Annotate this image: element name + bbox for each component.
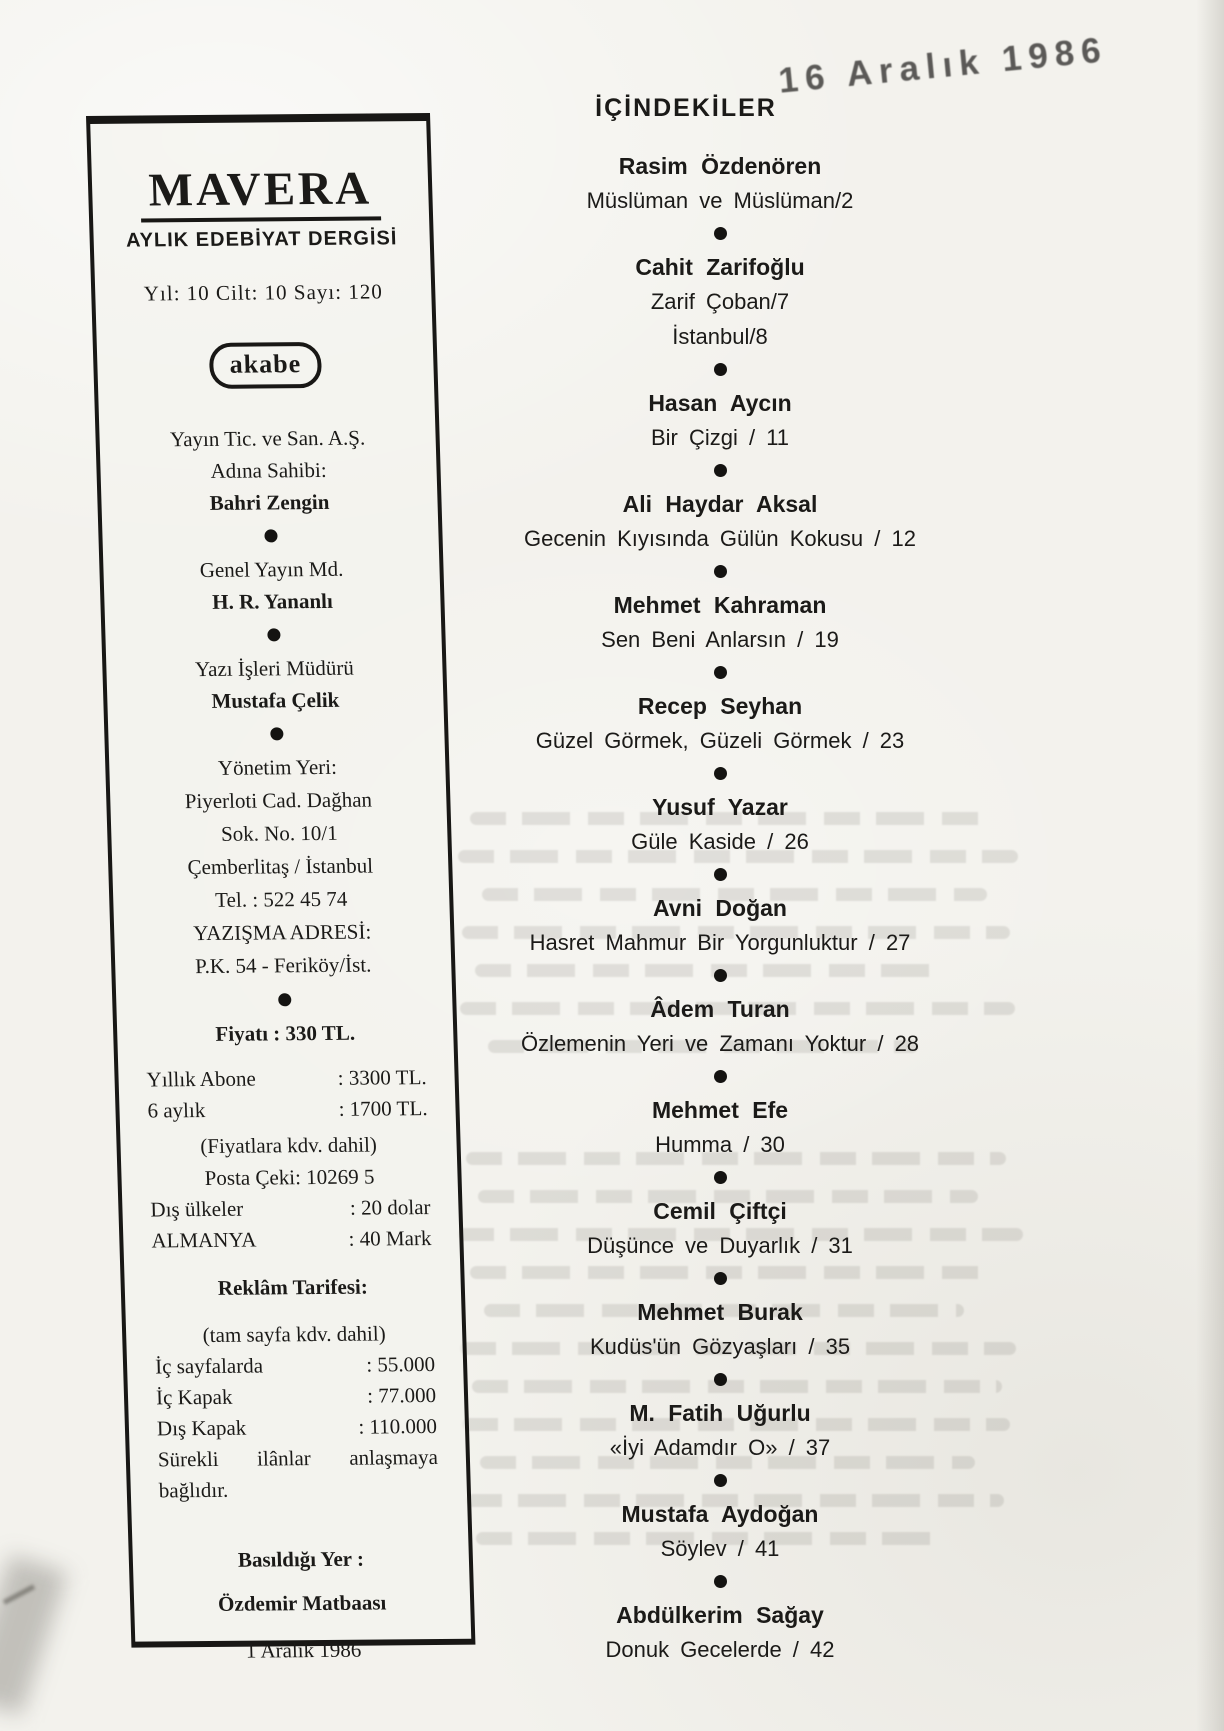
separator-dot-icon <box>714 1171 727 1184</box>
foreign-value: : 20 dolar <box>349 1195 431 1220</box>
toc-entry <box>408 490 1032 552</box>
toc-entry <box>408 591 1032 653</box>
magazine-title: MAVERA <box>140 161 381 222</box>
ad-rate-row <box>142 1380 451 1414</box>
vat-note: (Fiyatlara kdv. dahil) <box>199 1132 378 1159</box>
toc-title: Kudüs'ün Gözyaşları / 35 <box>589 1334 851 1359</box>
toc-entry <box>408 1500 1032 1562</box>
toc-author: Hasan Aycın <box>648 390 792 416</box>
postal-check-line: Posta Çeki: 10269 5 <box>204 1164 375 1191</box>
scan-smudge <box>0 1554 68 1715</box>
foreign-label: Dış ülkeler <box>150 1196 244 1222</box>
toc-author: Yusuf Yazar <box>652 794 788 820</box>
toc-header: İÇİNDEKİLER <box>595 94 777 122</box>
separator-dot-icon <box>714 666 727 679</box>
postal-line: P.K. 54 - Feriköy/İst. <box>194 952 372 979</box>
foreign-price-row <box>137 1223 446 1257</box>
ad-rate-label: Dış Kapak <box>156 1415 247 1441</box>
office-phone: Tel. : 522 45 74 <box>214 886 348 912</box>
toc-entry <box>408 692 1032 754</box>
subscription-row <box>132 1062 441 1096</box>
akabe-logo: akabe <box>209 342 322 389</box>
magazine-subtitle: AYLIK EDEBİYAT DERGİSİ <box>125 227 398 252</box>
separator-dot-icon <box>714 1575 727 1588</box>
postal-label: YAZIŞMA ADRESİ: <box>192 919 372 946</box>
toc-author: M. Fatih Uğurlu <box>629 1400 811 1426</box>
toc-author: Âdem Turan <box>650 996 790 1022</box>
toc-title: Güzel Görmek, Güzeli Görmek / 23 <box>535 728 905 753</box>
toc-author: Avni Doğan <box>653 895 787 921</box>
toc-entry <box>408 995 1032 1057</box>
ad-tariff-title: Reklâm Tarifesi: <box>217 1274 369 1300</box>
toc-author: Cemil Çiftçi <box>653 1198 787 1224</box>
separator-dot-icon <box>264 529 277 542</box>
toc-entry <box>408 793 1032 855</box>
editor-label: Yazı İşleri Müdürü <box>194 655 355 682</box>
separator-dot-icon <box>714 767 727 780</box>
print-date: 1 Aralık 1986 <box>245 1637 362 1663</box>
toc-author: Cahit Zarifoğlu <box>635 254 805 280</box>
toc-author: Mustafa Aydoğan <box>621 1501 819 1527</box>
ad-rate-label: İç Kapak <box>155 1384 233 1410</box>
subscription-value: : 1700 TL. <box>338 1096 428 1121</box>
office-label: Yönetim Yeri: <box>217 754 338 780</box>
issue-line: Yıl: 10 Cilt: 10 Sayı: 120 <box>143 279 384 306</box>
toc-entry <box>408 389 1032 451</box>
separator-dot-icon <box>714 363 727 376</box>
subscription-value: : 3300 TL. <box>337 1065 427 1090</box>
toc-title: Donuk Gecelerde / 42 <box>605 1637 835 1662</box>
toc-title: Zarif Çoban/7 <box>650 289 790 314</box>
toc-title: Sen Beni Anlarsın / 19 <box>601 627 839 652</box>
toc-title: İstanbul/8 <box>672 324 768 349</box>
toc-author: Abdülkerim Sağay <box>616 1602 824 1628</box>
separator-dot-icon <box>714 227 727 240</box>
ad-rate-value: : 110.000 <box>358 1413 438 1439</box>
toc-entry <box>408 253 1032 350</box>
scan-edge-shadow <box>1196 0 1224 1731</box>
toc-entry <box>408 152 1032 214</box>
owner-line: Yayın Tic. ve San. A.Ş. <box>169 425 366 452</box>
toc-title: Müslüman ve Müslüman/2 <box>586 188 854 213</box>
toc-entry <box>408 1298 1032 1360</box>
ad-rate-value: : 77.000 <box>366 1382 437 1408</box>
separator-dot-icon <box>267 628 280 641</box>
toc-title: «İyi Adamdır O» / 37 <box>609 1435 831 1460</box>
toc-title: Gecenin Kıyısında Gülün Kokusu / 12 <box>524 526 916 551</box>
subscription-row <box>133 1093 442 1127</box>
separator-dot-icon <box>714 868 727 881</box>
toc-author: Ali Haydar Aksal <box>622 491 818 517</box>
owner-line: Adına Sahibi: <box>210 457 327 483</box>
ad-rate-value: : 55.000 <box>365 1352 436 1377</box>
toc-author: Mehmet Efe <box>651 1097 789 1123</box>
price-line: Fiyatı : 330 TL. <box>215 1020 356 1046</box>
ad-tariff-note: (tam sayfa kdv. dahil) <box>202 1321 386 1348</box>
owner-name: Bahri Zengin <box>209 489 330 515</box>
ad-rate-label: İç sayfalarda <box>154 1353 264 1379</box>
separator-dot-icon <box>714 1474 727 1487</box>
toc-entry <box>408 1601 1032 1663</box>
office-address-line: Sok. No. 10/1 <box>220 820 339 846</box>
ad-rate-row <box>141 1349 450 1383</box>
ad-rate-row <box>143 1411 452 1445</box>
toc-title: Bir Çizgi / 11 <box>650 425 790 450</box>
subscription-label: 6 aylık <box>147 1097 206 1123</box>
toc-title: Güle Kaside / 26 <box>631 829 809 854</box>
toc-author: Recep Seyhan <box>637 693 803 719</box>
toc-title: Özlemenin Yeri ve Zamanı Yoktur / 28 <box>520 1031 920 1056</box>
table-of-contents <box>408 94 1032 1663</box>
printer-label: Basıldığı Yer : <box>237 1546 365 1572</box>
toc-entry <box>408 1399 1032 1461</box>
general-manager-name: H. R. Yananlı <box>211 588 334 614</box>
date-stamp: 16 Aralık 1986 <box>776 30 1110 101</box>
foreign-price-row <box>136 1192 445 1226</box>
toc-entry <box>408 894 1032 956</box>
toc-entry <box>408 1197 1032 1259</box>
foreign-label: ALMANYA <box>151 1227 257 1253</box>
office-address-line: Çemberlitaş / İstanbul <box>187 853 374 880</box>
ad-footer-note: Sürekli ilânlar anlaşmaya bağlıdır. <box>157 1444 439 1503</box>
office-address-line: Piyerloti Cad. Dağhan <box>184 787 373 814</box>
separator-dot-icon <box>714 1070 727 1083</box>
general-manager-label: Genel Yayın Md. <box>199 556 344 583</box>
printer-name: Özdemir Matbaası <box>217 1590 387 1616</box>
toc-author: Rasim Özdenören <box>618 153 822 179</box>
separator-dot-icon <box>278 993 291 1006</box>
subscription-label: Yıllık Abone <box>146 1066 257 1092</box>
toc-title: Hasret Mahmur Bir Yorgunluktur / 27 <box>529 930 911 955</box>
foreign-value: : 40 Mark <box>348 1226 432 1251</box>
toc-title: Düşünce ve Duyarlık / 31 <box>587 1233 853 1258</box>
separator-dot-icon <box>714 464 727 477</box>
separator-dot-icon <box>270 727 283 740</box>
separator-dot-icon <box>714 969 727 982</box>
toc-author: Mehmet Kahraman <box>613 592 827 618</box>
toc-author: Mehmet Burak <box>637 1299 803 1325</box>
toc-title: Humma / 30 <box>655 1132 785 1157</box>
toc-entry <box>408 1096 1032 1158</box>
separator-dot-icon <box>714 1373 727 1386</box>
separator-dot-icon <box>714 565 727 578</box>
toc-title: Söylev / 41 <box>660 1536 780 1561</box>
editor-name: Mustafa Çelik <box>211 687 340 713</box>
separator-dot-icon <box>714 1272 727 1285</box>
